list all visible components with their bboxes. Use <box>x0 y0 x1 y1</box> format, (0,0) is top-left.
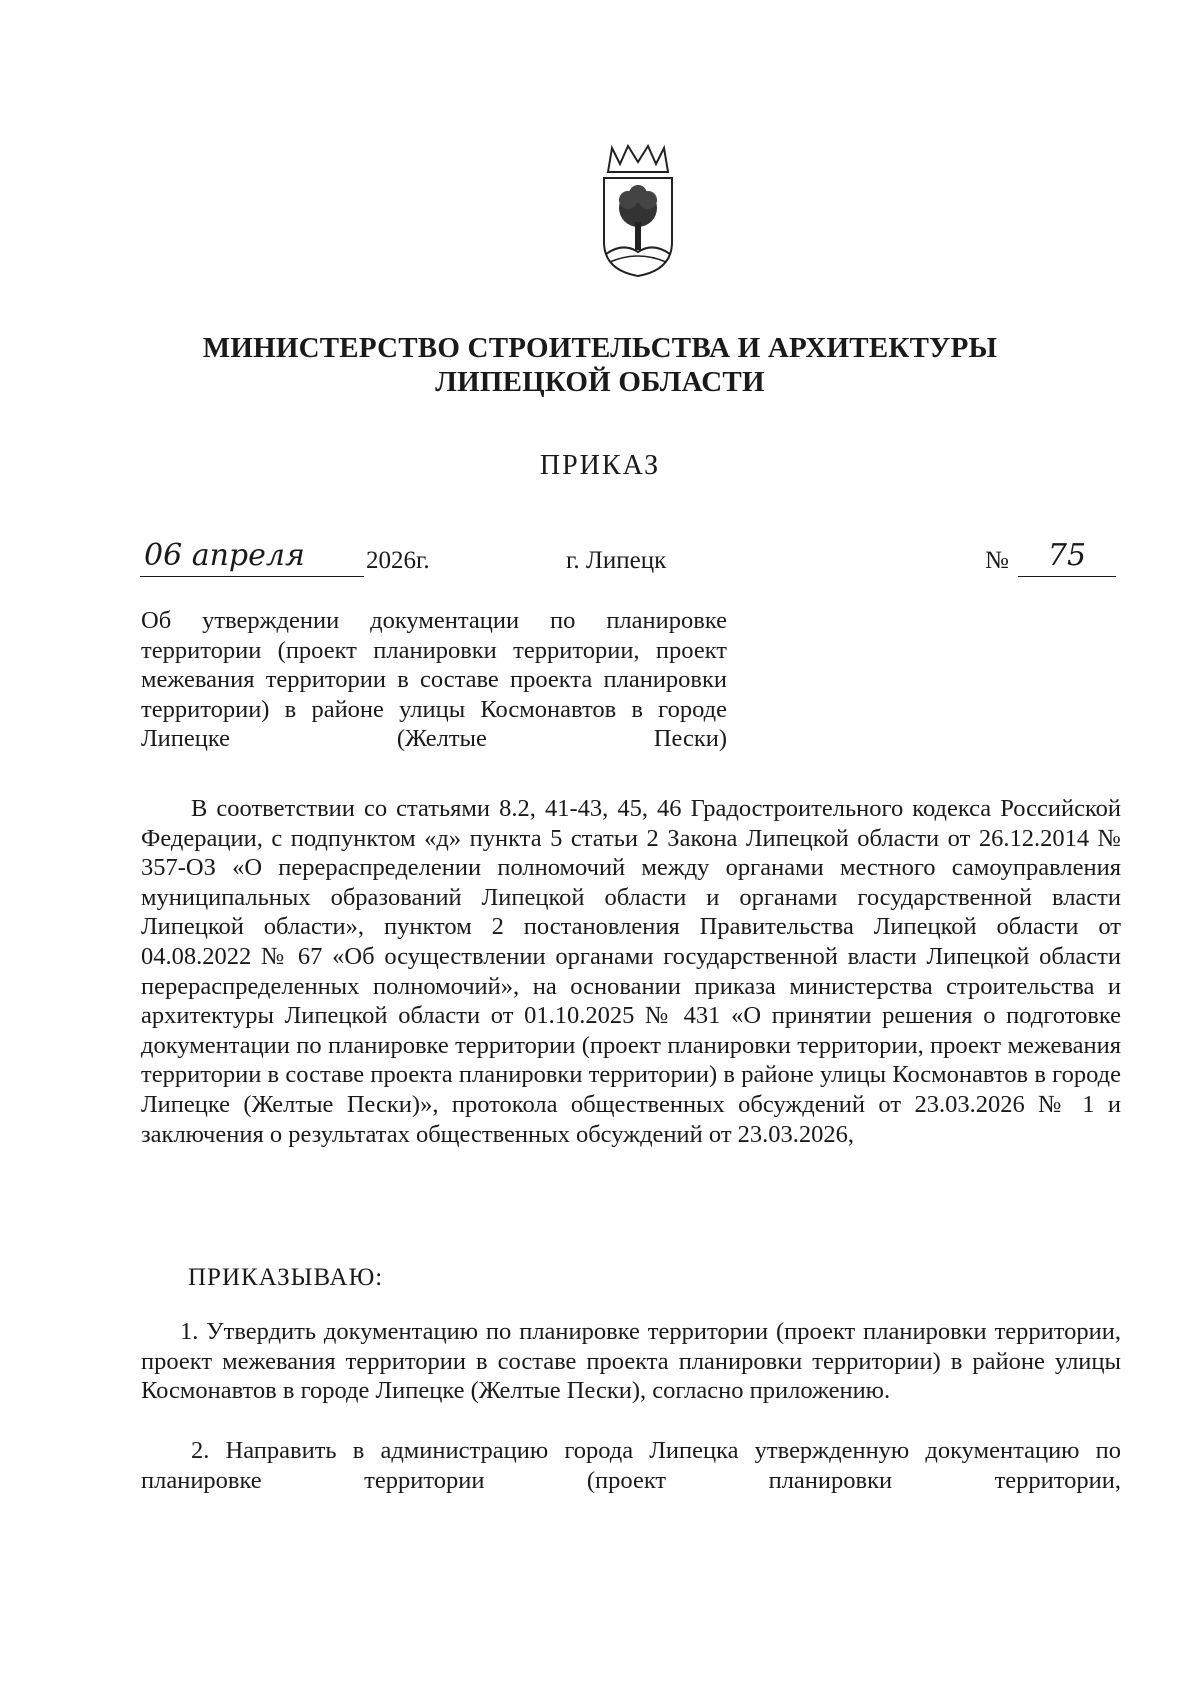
document-city: г. Липецк <box>566 547 667 574</box>
document-year: 2026г. <box>366 547 430 574</box>
order-item-2: 2. Направить в администрацию города Липецка утвержденную документацию по планировке территории (проект планировки территории, <box>141 1437 1121 1494</box>
organization-name-line2: ЛИПЕЦКОЙ ОБЛАСТИ <box>435 366 765 398</box>
number-label: № <box>985 547 1009 574</box>
order-item-1: 1. Утвердить документацию по планировке территории (проект планировки территории, проект межевания территории в составе проекта планировки территории) в районе улицы Космонавтов в городе Липецке (Желтые Пески), согласно приложению. <box>141 1318 1121 1405</box>
decree-word: ПРИКАЗЫВАЮ: <box>188 1264 384 1291</box>
organization-name-line1: МИНИСТЕРСТВО СТРОИТЕЛЬСТВА И АРХИТЕКТУРЫ <box>202 332 998 364</box>
handwritten-number: 75 <box>1018 538 1116 577</box>
preamble-paragraph: В соответствии со статьями 8.2, 41-43, 45, 46 Градостроительного кодекса Российской Федерации, с подпунктом «д» пункта 5 статьи 2 Закона Липецкой области от 26.12.2014 № 357-ОЗ «О перераспределении полномочий между органами местного самоуправления муниципальных образований Липецкой области и органами государственной власти Липецкой области», пунктом 2 постановления Правительства Липецкой области от 04.08.2022 № 67 «Об осуществлении органами государственной власти Липецкой области перераспределенных полномочий», на основании приказа министерства строительства и архитектуры Липецкой области от 01.10.2025 № 431 «О принятии решения о подготовке документации по планировке территории (проект планировки территории, проект межевания территории в составе проекта планировки территории) в районе улицы Космонавтов в городе Липецке (Желтые Пески)», протокола общественных обсуждений от 23.03.2026 № 1 и заключения о результатах общественных обсуждений от 23.03.2026, <box>141 795 1121 1148</box>
document-subject <box>141 606 727 754</box>
document-type: ПРИКАЗ <box>539 450 661 481</box>
lipetsk-region-coat-of-arms-icon <box>598 142 678 278</box>
subject-text: Об утверждении документации по планировке территории (проект планировки территории, проект межевания территории в составе проекта планировки территории) в районе улицы Космонавтов в городе Липецке (Желтые Пески) <box>141 607 727 753</box>
handwritten-date: 06 апреля <box>140 538 364 577</box>
